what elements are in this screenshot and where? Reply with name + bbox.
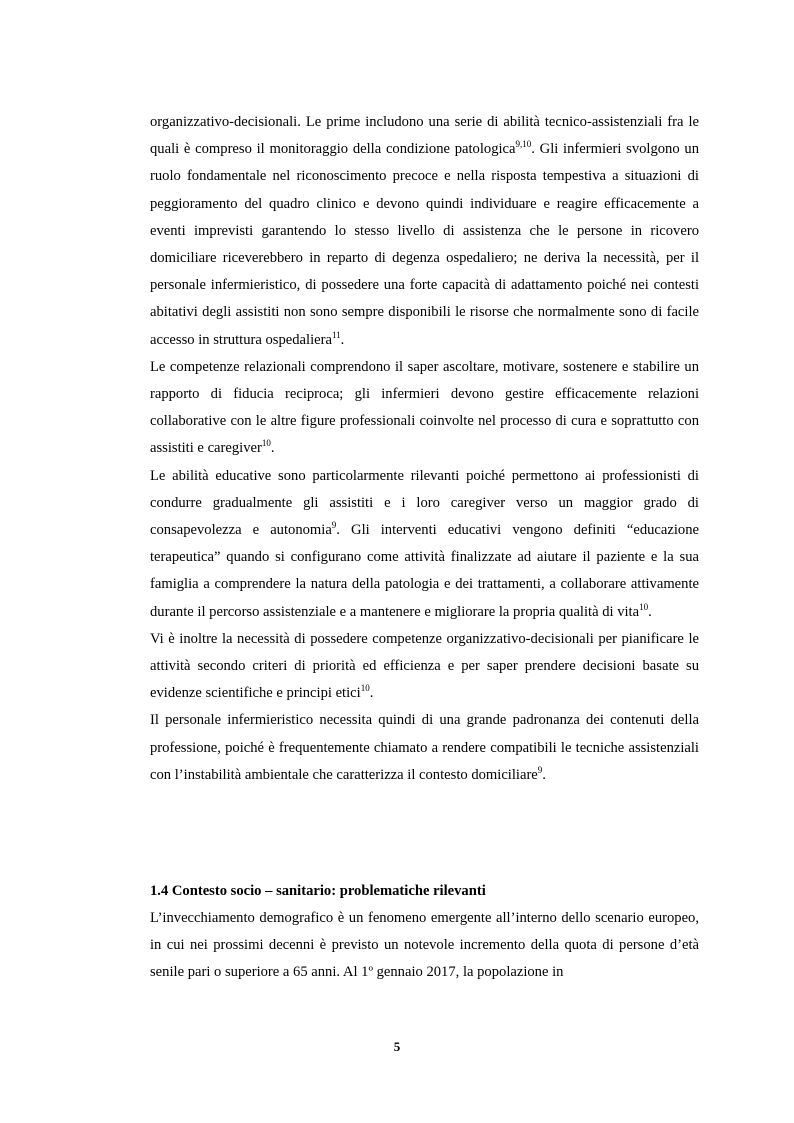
citation-superscript: 9 <box>331 520 337 531</box>
paragraph-text: . <box>369 685 374 702</box>
citation-superscript: 9,10 <box>515 139 532 150</box>
citation-superscript: 11 <box>331 329 341 340</box>
section-paragraph: L’invecchiamento demografico è un fenomeno emergente all’interno dello scenario europeo, in cui nei prossimi decenni è previsto un notevole incremento della quota di persone d’età senile pari o superiore a 65 anni. Al 1º gennaio 2017, la popolazione in <box>150 910 699 981</box>
citation-superscript: 9 <box>537 764 543 775</box>
paragraph-3 <box>150 463 699 626</box>
paragraph-text: . Gli interventi educativi vengono definiti “educazione terapeutica” quando si configurano come attività finalizzate ad aiutare il paziente e la sua famiglia a comprendere la natura della patologia e dei trattamenti, a collaborare attivamente durante il percorso assistenziale e a mantenere e migliorare la propria qualità di vita <box>150 522 699 620</box>
paragraph-2 <box>150 354 699 463</box>
paragraph-text: Il personale infermieristico necessita quindi di una grande padronanza dei contenuti della professione, poiché è frequentemente chiamato a rendere compatibili le tecniche assistenziali con l’instabilità ambientale che caratterizza il contesto domiciliare <box>150 712 699 783</box>
paragraph-text: . Gli infermieri svolgono un ruolo fondamentale nel riconoscimento precoce e nella risposta tempestiva a situazioni di peggioramento del quadro clinico e devono quindi individuare e reagire efficacemente a eventi imprevisti garantendo lo stesso livello di assistenza che le persone in ricovero domiciliare riceverebbero in reparto di degenza ospedaliero; ne deriva la necessità, per il personale infermieristico, di possedere una forte capacità di adattamento poiché nei contesti abitativi degli assistiti non sono sempre disponibili le risorse che normalmente sono di facile accesso in struttura ospedaliera <box>150 141 699 348</box>
citation-superscript: 10 <box>639 601 649 612</box>
paragraph-text: . <box>270 440 275 457</box>
citation-superscript: 10 <box>360 683 370 694</box>
paragraph-text: Le competenze relazionali comprendono il saper ascoltare, motivare, sostenere e stabilire un rapporto di fiducia reciproca; gli infermieri devono gestire efficacemente relazioni collaborative con le altre figure professionali coinvolte nel processo di cura e soprattutto con assistiti e caregiver <box>150 358 699 457</box>
section-body <box>150 905 699 987</box>
paragraph-5 <box>150 707 699 789</box>
paragraph-text: . <box>648 603 652 620</box>
citation-superscript: 10 <box>261 438 271 449</box>
paragraph-text: . <box>340 331 345 348</box>
paragraph-4 <box>150 626 699 708</box>
paragraph-1 <box>150 109 699 354</box>
paragraph-text: . <box>542 766 546 783</box>
section-heading: 1.4 Contesto socio – sanitario: problematiche rilevanti <box>150 883 486 899</box>
paragraph-text: organizzativo-decisionali. Le prime includono una serie di abilità tecnico-assistenziali fra le quali è compreso il monitoraggio della condizione patologica <box>150 114 699 158</box>
paragraph-text: Vi è inoltre la necessità di possedere competenze organizzativo-decisionali per pianificare le attività secondo criteri di priorità ed efficienza e per saper prendere decisioni basate su evidenze scientifiche e principi etici <box>150 630 699 702</box>
body-text <box>150 109 699 789</box>
paragraph-text: Le abilità educative sono particolarmente rilevanti poiché permettono ai professionisti di condurre gradualmente gli assistiti e i loro caregiver verso un maggior grado di consapevolezza e autonomia <box>150 467 699 539</box>
page-number: 5 <box>393 1039 401 1054</box>
